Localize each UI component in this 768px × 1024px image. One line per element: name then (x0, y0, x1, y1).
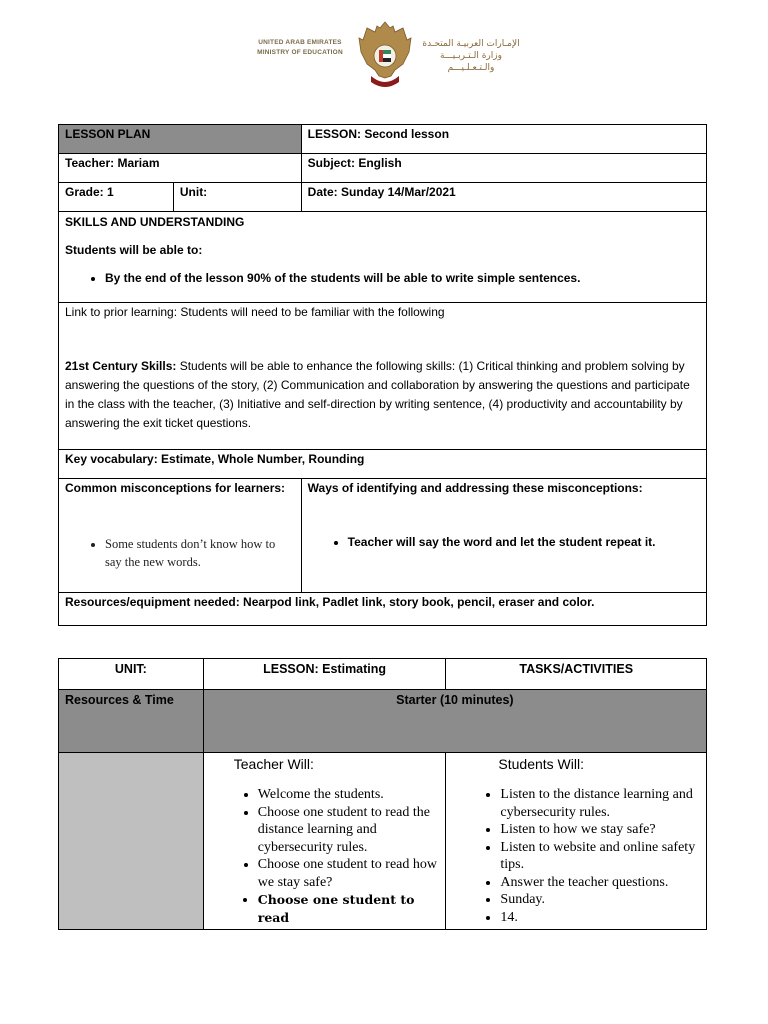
grade: Grade: 1 (59, 183, 174, 212)
teacher-task-item: • Choose one student to read the distance learning and cybersecurity rules. (258, 804, 440, 857)
century-skills-text: Students will be able to enhance the following skills: (1) Critical thinking and problem solving by answering the questions of the story, (2) Communication and collaboration by answering the questions and participate in the class with the teacher, (3) Initiative and self-direction by writing sentence, (4) productivity and accountability by answering the exit ticket questions. (65, 359, 690, 430)
teacher-task-item: • Welcome the students. (258, 786, 440, 804)
misconceptions-list (65, 535, 295, 571)
english-ministry-name (250, 38, 350, 58)
ways-label: Ways of identifying and addressing these misconceptions: (307, 481, 643, 495)
resources-time-label: Resources & Time (59, 690, 204, 753)
skills-heading: SKILLS AND UNDERSTANDING (65, 215, 245, 229)
skills-section (59, 212, 707, 303)
student-task-item: • Listen to how we stay safe? (500, 821, 700, 839)
tasks-label: TASKS/ACTIVITIES (446, 659, 707, 690)
misconceptions-cell (59, 479, 302, 593)
prior-learning-section (59, 303, 707, 450)
objective-item: • By the end of the lesson 90% of the students will be able to write simple sentences. (105, 271, 700, 285)
century-skills (65, 357, 700, 433)
ways-item: • Teacher will say the word and let the student repeat it. (348, 535, 700, 549)
lesson-plan-table (58, 124, 707, 626)
activity-lesson-title: LESSON: Estimating (203, 659, 446, 690)
resources-time-cell (59, 753, 204, 930)
unit: Unit: (173, 183, 301, 212)
prior-learning: Link to prior learning: Students will need to be familiar with the following (65, 305, 445, 319)
ways-list (308, 535, 700, 549)
teacher-task-item: • Choose one student to read (258, 891, 440, 926)
student-task-item: • Listen to the distance learning and cybersecurity rules. (500, 786, 700, 821)
student-tasks-list (452, 786, 700, 926)
student-task-item: • Listen to website and online safety tips. (500, 839, 700, 874)
arabic-ministry-name (416, 38, 526, 74)
starter-label: Starter (10 minutes) (203, 690, 706, 753)
students-will-cell (446, 753, 707, 930)
lesson-title: LESSON: Second lesson (301, 125, 706, 154)
teacher-tasks-list (210, 786, 440, 926)
objectives-list (65, 271, 700, 285)
activities-table (58, 658, 707, 930)
student-task-item: • Answer the teacher questions. (500, 874, 700, 892)
students-will-heading: Students Will: (498, 756, 584, 772)
misconceptions-label: Common misconceptions for learners: (65, 481, 286, 495)
arabic-line-1: الإمـارات العربيـة المتحـدة (422, 39, 520, 49)
eagle-emblem-icon (355, 18, 415, 94)
century-skills-label: 21st Century Skills: (65, 359, 177, 373)
teacher-name: Teacher: Mariam (59, 154, 302, 183)
english-line-1: UNITED ARAB EMIRATES (258, 39, 342, 46)
key-vocabulary: Key vocabulary: Estimate, Whole Number, Rounding (59, 450, 707, 479)
lesson-plan-label: LESSON PLAN (59, 125, 302, 154)
resources-needed: Resources/equipment needed: Nearpod link, Padlet link, story book, pencil, eraser and color. (59, 593, 707, 626)
addressing-cell (301, 479, 706, 593)
lesson-date: Date: Sunday 14/Mar/2021 (301, 183, 706, 212)
arabic-line-2: وزارة الـتـربـيـــة والـتـعـلـيـــم (440, 51, 502, 73)
unit-label: UNIT: (59, 659, 204, 690)
misconception-item: • Some students don’t know how to say the new words. (105, 535, 295, 571)
teacher-will-heading: Teacher Will: (233, 756, 314, 772)
student-task-item: • Sunday. (500, 891, 700, 909)
students-able-label: Students will be able to: (65, 243, 203, 257)
teacher-task-item: • Choose one student to read how we stay safe? (258, 856, 440, 891)
subject: Subject: English (301, 154, 706, 183)
student-task-item: • 14. (500, 909, 700, 927)
english-line-2: MINISTRY OF EDUCATION (257, 49, 343, 56)
ministry-logo (240, 16, 530, 96)
teacher-will-cell (203, 753, 446, 930)
